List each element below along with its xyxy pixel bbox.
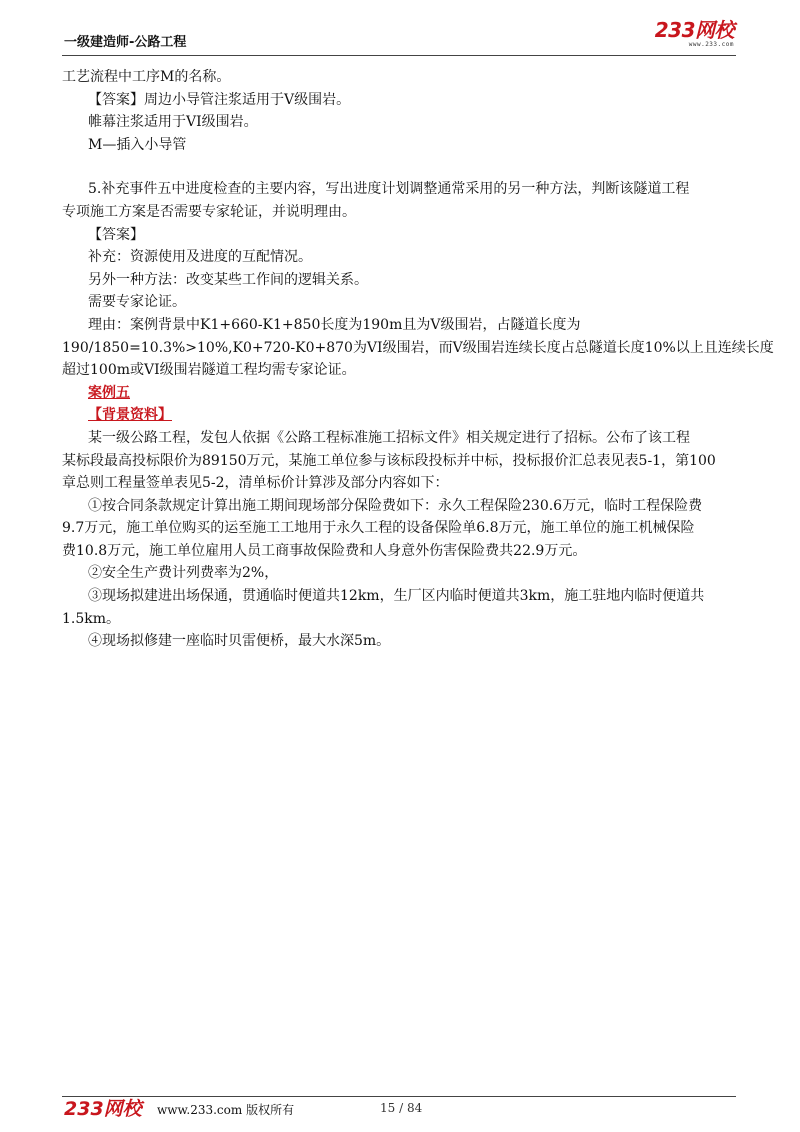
answer-line: 另外一种方法：改变某些工作间的逻辑关系。 — [88, 271, 368, 288]
logo-url: www.233.com — [688, 41, 734, 48]
answer-line: M—插入小导管 — [88, 136, 187, 153]
logo-text: 233网校 — [654, 18, 734, 42]
background-title: 【背景资料】 — [88, 407, 172, 424]
background-paragraph: 某一级公路工程，发包人依据《公路工程标准施工招标文件》相关规定进行了招标。公布了该工程 — [88, 429, 690, 446]
spacer — [62, 156, 742, 178]
question-5: 5.补充事件五中进度检查的主要内容，写出进度计划调整通常采用的另一种方法，判断该隧道工程 — [88, 181, 690, 198]
paragraph: 工艺流程中工序M的名称。 — [62, 69, 231, 85]
question-5-cont: 专项施工方案是否需要专家轮证，并说明理由。 — [62, 203, 356, 220]
list-item-1-cont: 9.7万元，施工单位购买的运至施工工地用于永久工程的设备保险单6.8万元，施工单位的施工机械保险 — [62, 520, 695, 537]
footer-logo: 233网校 — [64, 1098, 142, 1120]
header-logo — [655, 20, 734, 48]
page-number: 15 / 84 — [380, 1101, 423, 1115]
answer-line: 帷幕注浆适用于VI级围岩。 — [88, 114, 258, 131]
list-item-3: ③现场拟建进出场保通，贯通临时便道共12km，生厂区内临时便道共3km，施工驻地内临时便道共 — [88, 588, 705, 605]
footer-divider — [62, 1096, 736, 1097]
answer-label: 【答案】 — [88, 226, 144, 243]
background-paragraph: 某标段最高投标限价为89150万元，某施工单位参与该标段投标并中标，投标报价汇总表见表5-1，第100 — [62, 452, 716, 469]
footer-copyright: www.233.com 版权所有 — [157, 1103, 295, 1117]
answer-line: 补充：资源使用及进度的互配情况。 — [88, 249, 312, 266]
header-divider — [62, 55, 736, 56]
background-paragraph: 章总则工程量签单表见5-2，清单标价计算涉及部分内容如下： — [62, 475, 449, 492]
list-item-1-cont: 费10.8万元，施工单位雇用人员工商事故保险费和人身意外伤害保险费共22.9万元。 — [62, 542, 587, 559]
list-item-2: ②安全生产费计列费率为2%， — [88, 565, 279, 582]
list-item-4: ④现场拟修建一座临时贝雷便桥，最大水深5m。 — [88, 633, 391, 650]
case-title: 案例五 — [88, 384, 130, 401]
answer-line: 需要专家论证。 — [88, 294, 186, 311]
header-title: 一级建造师-公路工程 — [64, 35, 187, 50]
list-item-1: ①按合同条款规定计算出施工期间现场部分保险费如下：永久工程保险230.6万元，临时工程保险费 — [88, 497, 703, 514]
answer-line: 【答案】周边小导管注浆适用于V级围岩。 — [88, 91, 351, 108]
list-item-3-cont: 1.5km。 — [62, 610, 121, 627]
document-body — [62, 66, 774, 653]
answer-line: 超过100m或VI级围岩隧道工程均需专家论证。 — [62, 362, 356, 379]
answer-line: 190/1850=10.3%>10%,K0+720-K0+870为VI级围岩，而V级围岩连续长度占总隧道长度10%以上且连续长度 — [62, 339, 774, 356]
answer-line: 理由：案例背景中K1+660-K1+850长度为190m且为V级围岩，占隧道长度为 — [88, 316, 581, 333]
